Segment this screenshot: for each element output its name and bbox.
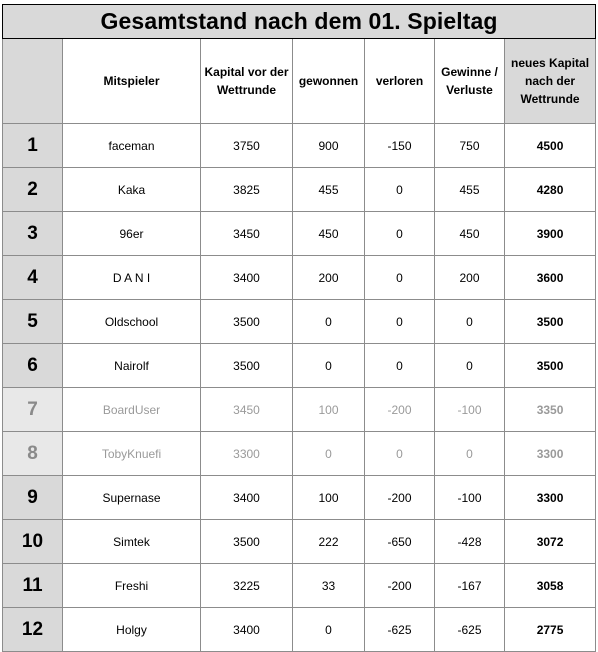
- lost-cell: -625: [365, 608, 435, 652]
- table-row: [3, 256, 596, 300]
- rank-cell: 6: [3, 344, 63, 388]
- player-cell: Freshi: [63, 564, 201, 608]
- lost-cell: 0: [365, 344, 435, 388]
- won-cell: 450: [293, 212, 365, 256]
- profit-loss-cell: -100: [435, 388, 505, 432]
- rank-cell: 10: [3, 520, 63, 564]
- header-player: Mitspieler: [63, 39, 201, 124]
- header-rank: [3, 39, 63, 124]
- new-capital-cell: 3500: [505, 344, 596, 388]
- lost-cell: 0: [365, 256, 435, 300]
- new-capital-cell: 4280: [505, 168, 596, 212]
- header-lost: verloren: [365, 39, 435, 124]
- lost-cell: 0: [365, 432, 435, 476]
- rank-cell: 12: [3, 608, 63, 652]
- won-cell: 0: [293, 300, 365, 344]
- player-cell: faceman: [63, 124, 201, 168]
- capital-before-cell: 3400: [201, 256, 293, 300]
- profit-loss-cell: 0: [435, 344, 505, 388]
- rank-cell: 1: [3, 124, 63, 168]
- lost-cell: -650: [365, 520, 435, 564]
- new-capital-cell: 4500: [505, 124, 596, 168]
- player-cell: Nairolf: [63, 344, 201, 388]
- new-capital-cell: 3600: [505, 256, 596, 300]
- table-row: [3, 124, 596, 168]
- table-row: [3, 432, 596, 476]
- header-won: gewonnen: [293, 39, 365, 124]
- player-cell: BoardUser: [63, 388, 201, 432]
- table-row: [3, 388, 596, 432]
- profit-loss-cell: 0: [435, 432, 505, 476]
- header-capital-before: Kapital vor der Wettrunde: [201, 39, 293, 124]
- table-row: [3, 168, 596, 212]
- capital-before-cell: 3450: [201, 212, 293, 256]
- lost-cell: 0: [365, 300, 435, 344]
- profit-loss-cell: -100: [435, 476, 505, 520]
- header-new-capital: neues Kapital nach der Wettrunde: [505, 39, 596, 124]
- player-cell: Simtek: [63, 520, 201, 564]
- profit-loss-cell: -625: [435, 608, 505, 652]
- profit-loss-cell: 200: [435, 256, 505, 300]
- player-cell: Kaka: [63, 168, 201, 212]
- rank-cell: 5: [3, 300, 63, 344]
- capital-before-cell: 3225: [201, 564, 293, 608]
- new-capital-cell: 3500: [505, 300, 596, 344]
- capital-before-cell: 3825: [201, 168, 293, 212]
- lost-cell: -150: [365, 124, 435, 168]
- won-cell: 0: [293, 344, 365, 388]
- capital-before-cell: 3500: [201, 344, 293, 388]
- new-capital-cell: 3072: [505, 520, 596, 564]
- table-row: [3, 300, 596, 344]
- profit-loss-cell: 450: [435, 212, 505, 256]
- won-cell: 222: [293, 520, 365, 564]
- new-capital-cell: 3300: [505, 476, 596, 520]
- table-row: [3, 520, 596, 564]
- header-row: [3, 39, 596, 124]
- player-cell: 96er: [63, 212, 201, 256]
- table-row: [3, 344, 596, 388]
- table-title: Gesamtstand nach dem 01. Spieltag: [3, 5, 596, 39]
- rank-cell: 4: [3, 256, 63, 300]
- capital-before-cell: 3750: [201, 124, 293, 168]
- player-cell: D A N I: [63, 256, 201, 300]
- rank-cell: 2: [3, 168, 63, 212]
- won-cell: 100: [293, 476, 365, 520]
- player-cell: Oldschool: [63, 300, 201, 344]
- won-cell: 0: [293, 608, 365, 652]
- won-cell: 100: [293, 388, 365, 432]
- won-cell: 0: [293, 432, 365, 476]
- player-cell: Supernase: [63, 476, 201, 520]
- player-cell: TobyKnuefi: [63, 432, 201, 476]
- new-capital-cell: 3058: [505, 564, 596, 608]
- lost-cell: 0: [365, 168, 435, 212]
- profit-loss-cell: -428: [435, 520, 505, 564]
- standings-body: [3, 124, 596, 652]
- player-cell: Holgy: [63, 608, 201, 652]
- rank-cell: 8: [3, 432, 63, 476]
- capital-before-cell: 3400: [201, 476, 293, 520]
- profit-loss-cell: 0: [435, 300, 505, 344]
- rank-cell: 11: [3, 564, 63, 608]
- lost-cell: -200: [365, 564, 435, 608]
- won-cell: 455: [293, 168, 365, 212]
- table-row: [3, 608, 596, 652]
- lost-cell: 0: [365, 212, 435, 256]
- rank-cell: 9: [3, 476, 63, 520]
- new-capital-cell: 3300: [505, 432, 596, 476]
- profit-loss-cell: 750: [435, 124, 505, 168]
- new-capital-cell: 2775: [505, 608, 596, 652]
- table-row: [3, 476, 596, 520]
- standings-table: [2, 4, 596, 652]
- capital-before-cell: 3300: [201, 432, 293, 476]
- profit-loss-cell: -167: [435, 564, 505, 608]
- won-cell: 200: [293, 256, 365, 300]
- capital-before-cell: 3500: [201, 300, 293, 344]
- capital-before-cell: 3500: [201, 520, 293, 564]
- rank-cell: 7: [3, 388, 63, 432]
- lost-cell: -200: [365, 476, 435, 520]
- new-capital-cell: 3900: [505, 212, 596, 256]
- table-row: [3, 212, 596, 256]
- capital-before-cell: 3400: [201, 608, 293, 652]
- profit-loss-cell: 455: [435, 168, 505, 212]
- won-cell: 33: [293, 564, 365, 608]
- header-profit-loss: Gewinne / Verluste: [435, 39, 505, 124]
- table-row: [3, 564, 596, 608]
- rank-cell: 3: [3, 212, 63, 256]
- new-capital-cell: 3350: [505, 388, 596, 432]
- lost-cell: -200: [365, 388, 435, 432]
- won-cell: 900: [293, 124, 365, 168]
- capital-before-cell: 3450: [201, 388, 293, 432]
